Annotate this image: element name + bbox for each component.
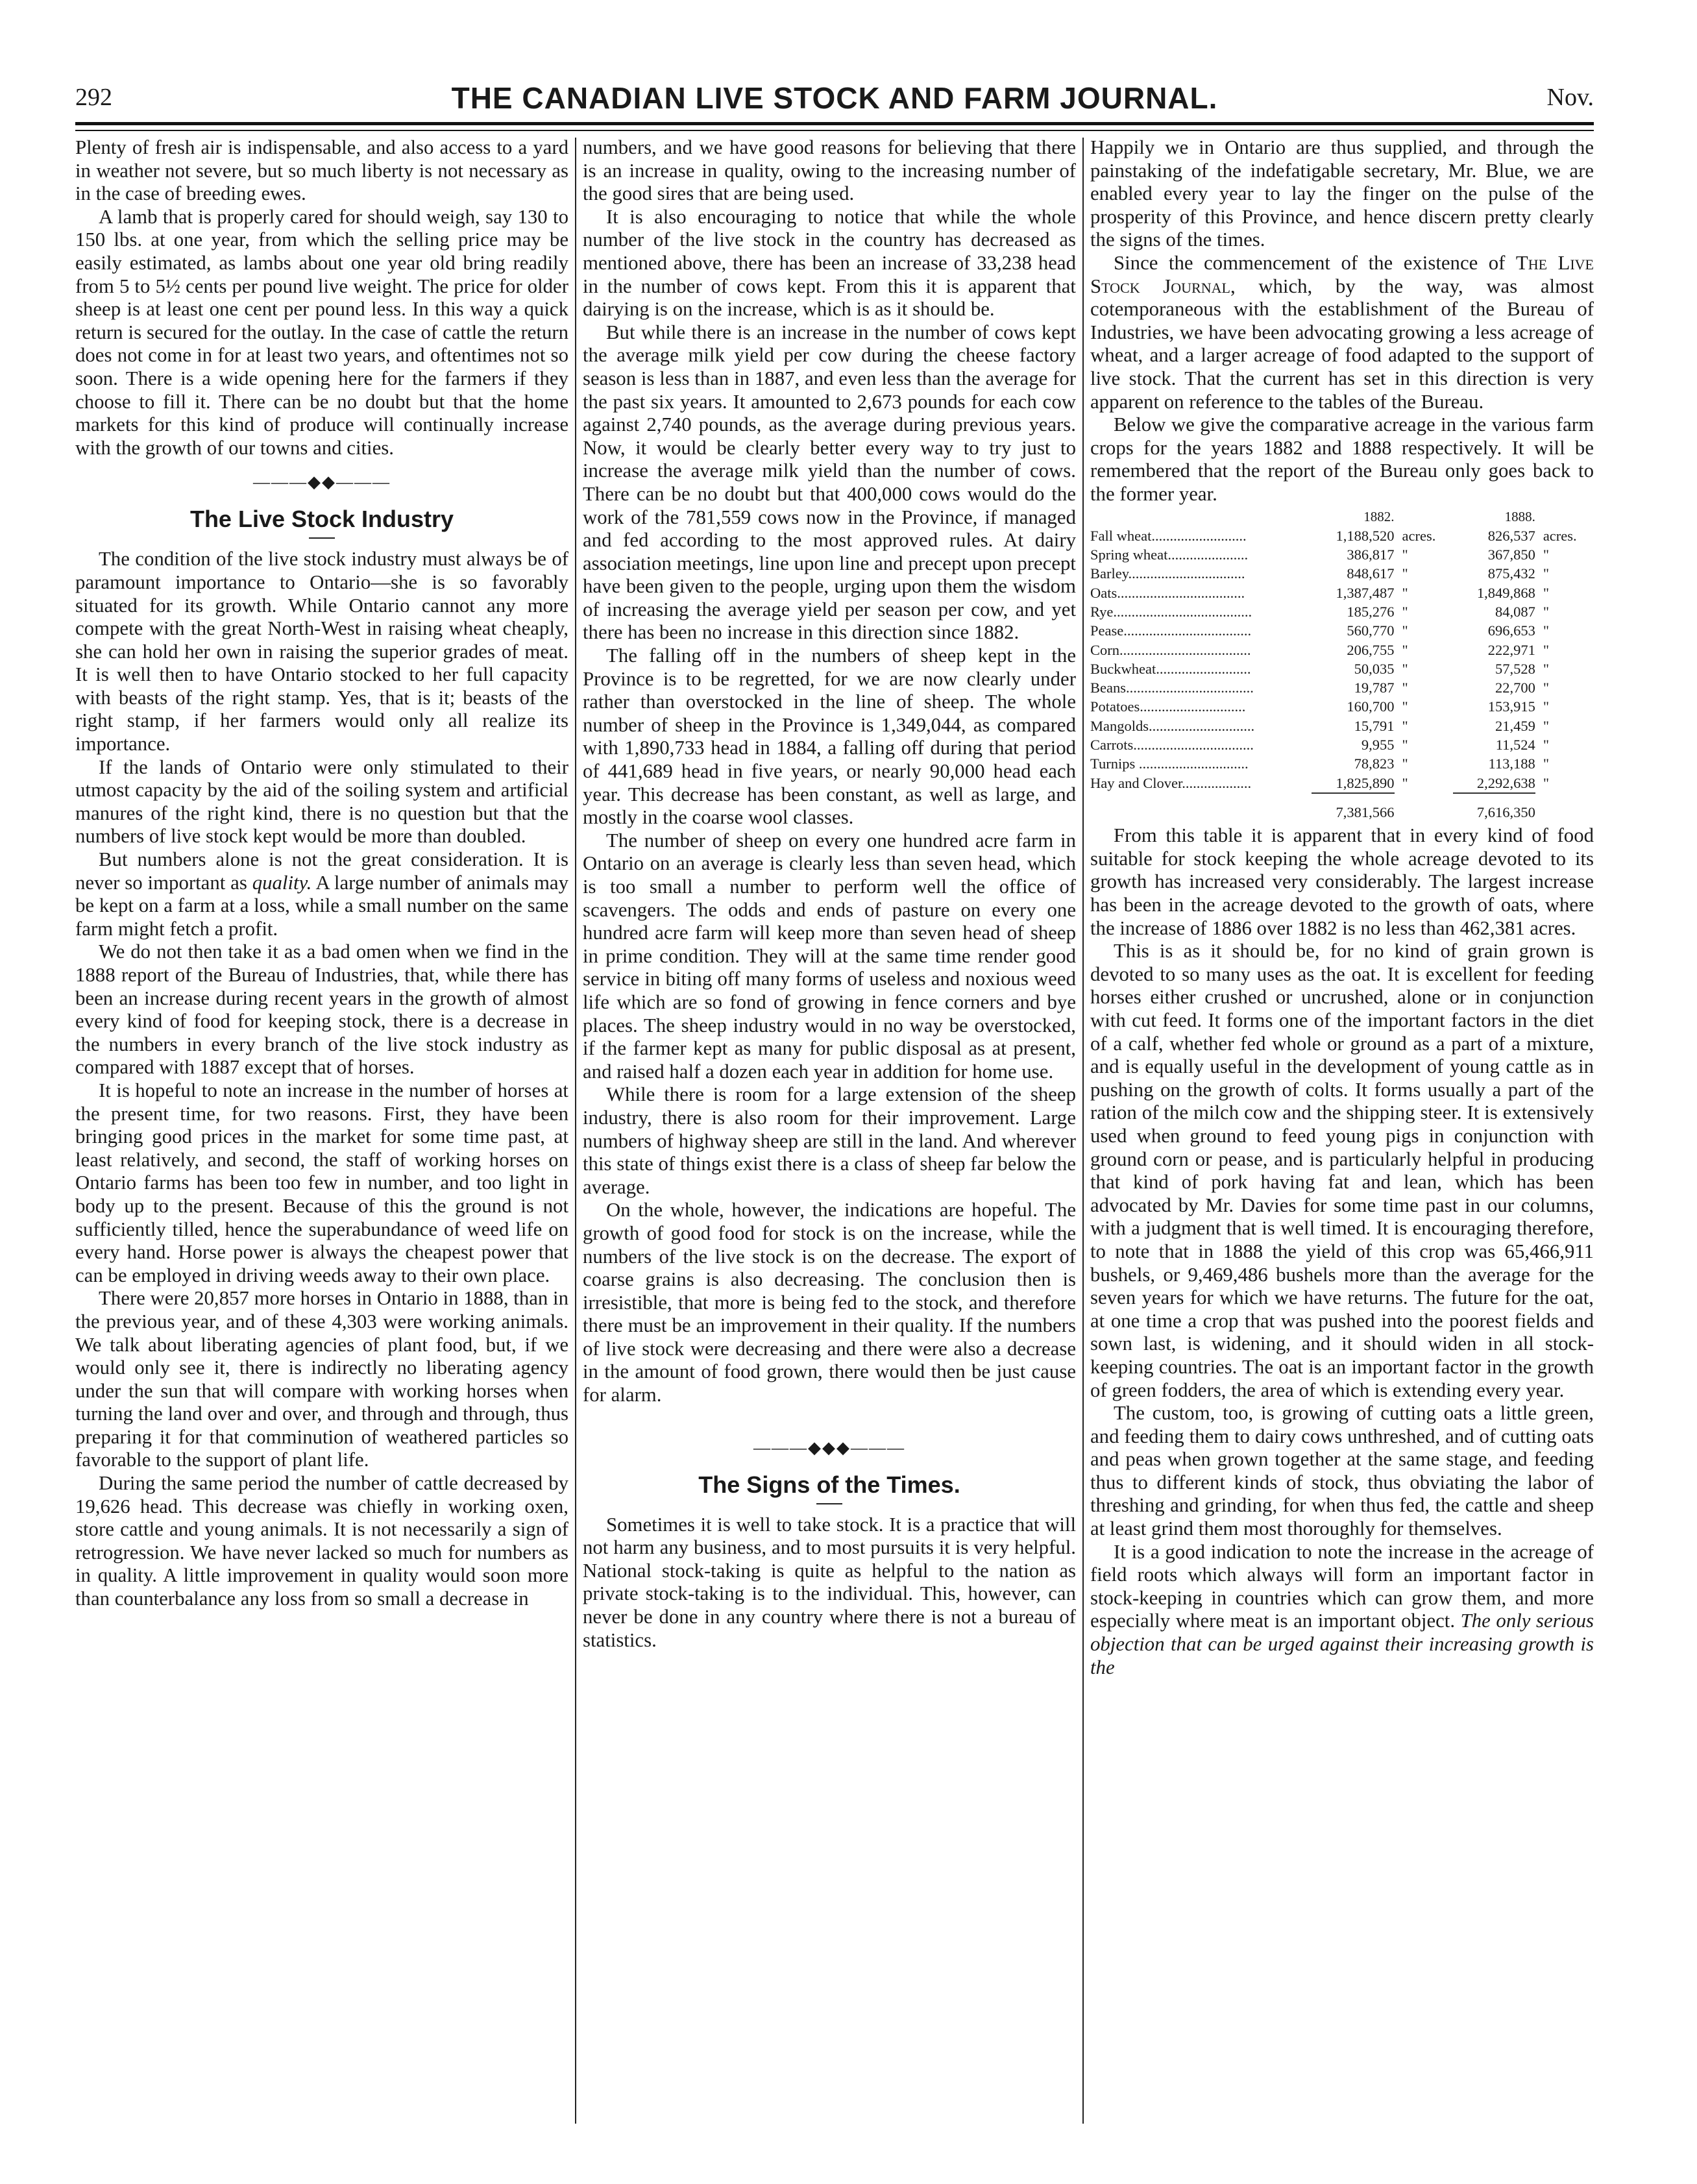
paragraph: We do not then take it as a bad omen when we find in the 1888 report of the Bureau of Industries, that, while there has been an increase during recent years in the growth of almost every kind of food for keeping stock, there is a decrease in the numbers in every branch of the live stock industry as compared with 1887 except that of horses.	[75, 940, 568, 1079]
table-cell-u1: "	[1402, 755, 1408, 772]
table-cell-v2: 22,700	[1495, 680, 1535, 696]
table-cell-v2: 84,087	[1495, 603, 1535, 620]
table-cell-v1: 15,791	[1354, 717, 1395, 734]
table-cell-crop: Spring wheat......................	[1090, 546, 1249, 563]
table-cell-v1: 206,755	[1347, 641, 1395, 658]
table-cell-crop: Buckwheat..........................	[1090, 660, 1251, 677]
table-cell-v2: 57,528	[1495, 660, 1535, 677]
paragraph: Happily we in Ontario are thus supplied, and through the painstaking of the indefatigable secretary, Mr. Blue, we are enabled every year to lay the finger on the pulse of the prosperity of this Province, and hence discern pretty clearly the signs of the times.	[1090, 136, 1594, 251]
table-row	[1090, 678, 1594, 697]
table-spacer-cell	[1090, 793, 1312, 822]
table-cell-u1: "	[1402, 775, 1408, 792]
table-row	[1090, 526, 1594, 545]
paragraph: The custom, too, is growing of cutting oats a little green, and feeding them to dairy cows unthreshed, and of cutting oats and peas when grown together at the same stage, and feeding thus to different kinds of stock, thus obviating the labor of threshing and grinding, for when thus fed, the cattle and sheep at least grind them most thoroughly for themselves.	[1090, 1402, 1594, 1540]
table-cell-u2: "	[1543, 698, 1549, 715]
table-cell-u1: "	[1402, 565, 1408, 582]
table-row	[1090, 564, 1594, 583]
page-header	[75, 77, 1594, 122]
paragraph: It is a good indication to note the increase in the acreage of field roots which always will form an important factor in stock-keeping in countries which can grow them, and more especially where meat is an important object. The only serious objection that can be urged against their increasing growth is the	[1090, 1540, 1594, 1678]
paragraph: The number of sheep on every one hundred acre farm in Ontario on an average is clearly less than seven head, which is too small a number to perform well the office of scavengers. The odds and ends of pasture on every one hundred acre farm will keep more than seven head of sheep in prime condition. They will at the same time render good service in biting off many forms of useless and noxious weed life which are so fond of growing in fence corners and bye places. The sheep industry would in no way be overstocked, if the farmer kept as many for public disposal as at present, and raised half a dozen each year in addition for home use.	[583, 829, 1076, 1083]
table-cell-v1: 1,188,520	[1336, 527, 1395, 544]
table-cell-u2: "	[1543, 717, 1549, 734]
year-1882-header: 1882.	[1363, 508, 1395, 524]
table-spacer-cell	[1535, 793, 1594, 822]
paragraph: But while there is an increase in the number of cows kept the average milk yield per cow during the cheese factory season is less than in 1887, and even less than the average for the past six years. It amounted to 2,673 pounds for each cow against 2,740 pounds, as the average during previous years. Now, it would be clearly better every way to try just to increase the average milk yield than the number of cows. There can be no doubt but that 400,000 cows would do the work of the 781,559 cows now in the Province, if managed and fed according to the most approved rules. At dairy association meetings, line upon line and precept upon precept have been given to the people, urging upon them the wisdom of increasing the average yield per season per cow, and yet there has been no increase in this direction since 1882.	[583, 321, 1076, 644]
table-cell-u2: "	[1543, 660, 1549, 677]
table-cell-v1: 78,823	[1354, 755, 1395, 772]
table-cell-crop: Rye......................................	[1090, 603, 1252, 620]
page-number: 292	[75, 84, 112, 111]
emphasis: The only serious objection that can be urged against their increasing growth is the	[1090, 1610, 1594, 1678]
table-cell-v1: 50,035	[1354, 660, 1395, 677]
table-cell-v1: 1,387,487	[1336, 584, 1395, 601]
table-cell-crop: Turnips ..............................	[1090, 755, 1249, 772]
table-cell-v2: 1,849,868	[1476, 584, 1535, 601]
table-cell-crop: Potatoes.............................	[1090, 698, 1246, 715]
paragraph: If the lands of Ontario were only stimulated to their utmost capacity by the aid of the soiling system and artificial manures of the right kind, there is no question but that the numbers of live stock kept would be more than doubled.	[75, 755, 568, 848]
table-cell-crop: Mangolds.............................	[1090, 717, 1255, 734]
table-row	[1090, 717, 1594, 735]
table-cell-crop: Pease...................................	[1090, 622, 1252, 639]
table-cell-crop: Hay and Clover...................	[1090, 775, 1252, 792]
table-cell-u2: "	[1543, 755, 1549, 772]
table-row	[1090, 735, 1594, 754]
table-row	[1090, 754, 1594, 773]
table-cell-v2: 222,971	[1487, 641, 1535, 658]
heading-dash	[309, 537, 335, 539]
year-1888-header: 1888.	[1504, 508, 1535, 524]
table-cell-u2: "	[1543, 622, 1549, 639]
table-cell-crop: Oats...................................	[1090, 584, 1245, 601]
table-cell-u1: "	[1402, 660, 1408, 677]
table-cell-v2: 113,188	[1488, 755, 1535, 772]
table-cell-v2: 11,524	[1495, 737, 1535, 754]
table-cell-u1: "	[1402, 680, 1408, 696]
paragraph: This is as it should be, for no kind of grain grown is devoted to so many uses as the oat. It is excellent for feeding horses either crushed or uncrushed, alone or in conjunction with cut feed. It forms one of the important factors in the diet of a calf, whether fed whole or ground as a part of a mixture, and is equally useful in the development of young cattle as in pushing on the growth of colts. It forms usually a part of the ration of the milch cow and the shipping steer. It is extensively used when ground to feed young pigs in conjunction with ground corn or pease, and is particularly helpful in producing that kind of pork having fat and lean, which has been advocated by Mr. Davies for some time past in our columns, with a judgment that is well timed. It is encouraging therefore, to note that in 1888 the yield of this crop was 65,466,911 bushels, or 9,469,486 bushels more than the average for the seven years for which we have returns. The future for the oat, at one time a crop that was pushed into the poorest fields and sown last, is widening, and it should widen in all stock-keeping countries. The oat is an important factor in the growth of green fodders, the area of which is extending every year.	[1090, 940, 1594, 1401]
table-cell-u1: "	[1402, 737, 1408, 754]
paragraph: It is hopeful to note an increase in the number of horses at the present time, for two reasons. First, they have been bringing good prices in the market for some time past, at least relatively, and second, the staff of working horses on Ontario farms has been too few in number, and too light in body up to the present. Because of this the ground is not sufficiently tilled, hence the superabundance of weed life on every hand. Horse power is always the cheapest power that can be employed in driving weeds away to their own place.	[75, 1079, 568, 1286]
table-cell-u1: "	[1402, 641, 1408, 658]
paragraph: From this table it is apparent that in every kind of food suitable for stock keeping the whole acreage devoted to its growth has increased very considerably. The largest increase has been in the acreage devoted to the growth of oats, where the increase of 1886 over 1882 is no less than 462,381 acres.	[1090, 824, 1594, 939]
table-total-row	[1090, 793, 1594, 822]
table-header-row	[1090, 508, 1594, 526]
paragraph: numbers, and we have good reasons for believing that there is an increase in quality, owing to the increasing number of the good sires that are being used.	[583, 136, 1076, 205]
table-cell-u1: "	[1402, 717, 1408, 734]
table-row	[1090, 774, 1594, 793]
section-ornament: ———◆◆———	[253, 472, 391, 492]
table-cell-v1: 19,787	[1354, 680, 1395, 696]
section-ornament: ———◆◆◆———	[753, 1438, 905, 1457]
table-row	[1090, 641, 1594, 659]
paragraph: A lamb that is properly cared for should weigh, say 130 to 150 lbs. at one year, from which the selling price may be easily estimated, as lambs about one year old bring readily from 5 to 5½ cents per pound live weight. The price for older sheep is at least one cent per pound less. In this way a quick return is secured for the outlay. In the case of cattle the return does not come in for at least two years, and oftentimes not so soon. There is a wide opening here for the farmers if they choose to fill it. There can be no doubt but that the home markets for this kind of produce will continually increase with the growth of our towns and cities.	[75, 205, 568, 459]
journal-name: The Live Stock Journal	[1090, 251, 1594, 297]
paragraph: While there is room for a large extension of the sheep industry, there is also room for their improvement. Large numbers of highway sheep are still in the land. And wherever this state of things exist there is a class of sheep far below the average.	[583, 1083, 1076, 1198]
table-cell-u2: "	[1543, 565, 1549, 582]
table-cell-v1: 9,955	[1361, 737, 1395, 754]
paragraph: Sometimes it is well to take stock. It is a practice that will not harm any business, and to most pursuits it is very helpful. National stock-taking is quite as helpful to the nation as private stock-taking is to the individual. This, however, can never be done in any country where there is not a bureau of statistics.	[583, 1513, 1076, 1651]
table-row	[1090, 602, 1594, 621]
table-cell-v2: 367,850	[1487, 546, 1535, 563]
table-total-cell: 7,616,350	[1453, 793, 1535, 822]
column-divider	[1082, 138, 1084, 2124]
table-row	[1090, 621, 1594, 640]
table-cell-v2: 875,432	[1487, 565, 1535, 582]
crop-acreage-table	[1090, 508, 1594, 822]
table-cell-u1: "	[1402, 546, 1408, 563]
table-row	[1090, 583, 1594, 602]
table-total-cell: 7,381,566	[1312, 793, 1394, 822]
table-cell-v2: 21,459	[1495, 717, 1535, 734]
table-cell-u1: "	[1402, 603, 1408, 620]
column-divider	[575, 138, 576, 2124]
heading-dash	[816, 1503, 842, 1504]
column-3	[1090, 136, 1594, 2122]
table-row	[1090, 697, 1594, 716]
table-cell-u2: acres.	[1543, 527, 1577, 544]
table-cell-v1: 386,817	[1347, 546, 1395, 563]
table-cell-v2: 696,653	[1487, 622, 1535, 639]
table-spacer-cell	[1395, 793, 1453, 822]
column-1	[75, 136, 568, 2122]
emphasis: quality.	[252, 871, 312, 894]
paragraph: The condition of the live stock industry must always be of paramount importance to Ontario—she is so favorably situated for its growth. While Ontario cannot any more compete with the great North-West in raising wheat cheaply, she can hold her own in raising the superior grades of meat. It is well then to have Ontario stocked to her full capacity with beasts of the right stamp. Yes, that is it; beasts of the right stamp, if her farmers would only all realize its importance.	[75, 548, 568, 755]
table-cell-crop: Carrots.................................	[1090, 737, 1254, 754]
table-cell-u1: "	[1402, 698, 1408, 715]
table-cell-u2: "	[1543, 641, 1549, 658]
table-row	[1090, 545, 1594, 564]
column-2	[583, 136, 1076, 2122]
paragraph: During the same period the number of cattle decreased by 19,626 head. This decrease was chiefly in working oxen, store cattle and young animals. It is not necessarily a sign of retrogression. We have never lacked so much for numbers as in quality. A little improvement in quality would soon more than counterbalance any loss from so small a decrease in	[75, 1472, 568, 1610]
paragraph: Plenty of fresh air is indispensable, and also access to a yard in weather not severe, but so much liberty is not necessary as in the case of breeding ewes.	[75, 136, 568, 205]
table-cell-v1: 848,617	[1347, 565, 1395, 582]
table-cell-crop: Fall wheat..........................	[1090, 527, 1247, 544]
table-cell-v2: 153,915	[1487, 698, 1535, 715]
paragraph: But numbers alone is not the great consideration. It is never so important as quality. A large number of animals may be kept on a farm at a loss, while a small number on the same farm might fetch a profit.	[75, 848, 568, 940]
table-cell-u1: "	[1402, 584, 1408, 601]
table-cell-v1: 560,770	[1347, 622, 1395, 639]
paragraph: It is also encouraging to notice that while the whole number of the live stock in the country has decreased as mentioned above, there has been an increase of 33,238 head in the number of cows kept. From this it is apparent that dairying is on the increase, which is as it should be.	[583, 205, 1076, 321]
header-rule-thick	[75, 122, 1594, 125]
table-row	[1090, 659, 1594, 678]
table-cell-crop: Corn....................................	[1090, 641, 1251, 658]
paragraph: On the whole, however, the indications are hopeful. The growth of good food for stock is on the increase, while the numbers of the live stock is on the decrease. The export of coarse grains is also decreasing. The conclusion then is irresistible, that more is being fed to the stock, and therefore there must be an improvement in their quality. If the numbers of live stock were decreasing and there were also a decrease in the amount of food grown, there would then be just cause for alarm.	[583, 1199, 1076, 1406]
paragraph: Below we give the comparative acreage in the various farm crops for the years 1882 and 1888 respectively. It will be remembered that the report of the Bureau only goes back to the former year.	[1090, 413, 1594, 505]
section-heading: The Live Stock Industry	[189, 506, 454, 533]
table-cell-crop: Barley................................	[1090, 565, 1245, 582]
table-cell-crop: Beans...................................	[1090, 680, 1254, 696]
journal-title: THE CANADIAN LIVE STOCK AND FARM JOURNAL.	[451, 81, 1218, 115]
table-cell-v1: 185,276	[1347, 603, 1395, 620]
table-cell-v1: 160,700	[1347, 698, 1395, 715]
header-rule-thin	[75, 130, 1594, 131]
issue-month: Nov.	[1546, 84, 1594, 111]
table-cell-v2: 2,292,638	[1476, 774, 1535, 791]
table-cell-u2: "	[1543, 680, 1549, 696]
paragraph: The falling off in the numbers of sheep kept in the Province is to be regretted, for we are now clearly under rather than overstocked in the line of sheep. The whole number of sheep in the Province is 1,349,044, as compared with 1,890,733 head in 1884, a falling off during that period of 441,689 head in five years, or nearly 90,000 head each year. This decrease has been constant, as well as large, and mostly in the coarse wool classes.	[583, 644, 1076, 829]
paragraph: There were 20,857 more horses in Ontario in 1888, than in the previous year, and of these 4,303 were working animals. We talk about liberating agencies of plant food, but, if we would only see it, there is indirectly no liberating agency under the sun that will compare with working horses when turning the land over and over, and through and through, thus preparing it for that comminution of weathered particles so favorable to the support of plant life.	[75, 1287, 568, 1471]
section-heading: The Signs of the Times.	[698, 1471, 960, 1498]
table-cell-u2: "	[1543, 603, 1549, 620]
table-cell-v1: 1,825,890	[1336, 774, 1395, 791]
table-cell-u2: "	[1543, 775, 1549, 792]
table-cell-u2: "	[1543, 584, 1549, 601]
table-cell-u1: "	[1402, 622, 1408, 639]
table-cell-u2: "	[1543, 737, 1549, 754]
table-cell-u2: "	[1543, 546, 1549, 563]
table-cell-v2: 826,537	[1487, 527, 1535, 544]
table-cell-u1: acres.	[1402, 527, 1436, 544]
paragraph: Since the commencement of the existence of The Live Stock Journal, which, by the way, was almost cotemporaneous with the establishment of the Bureau of Industries, we have been advocating growing a less acreage of wheat, and a larger acreage of food adapted to the support of live stock. That the current has set in this direction is very apparent on reference to the tables of the Bureau.	[1090, 251, 1594, 413]
